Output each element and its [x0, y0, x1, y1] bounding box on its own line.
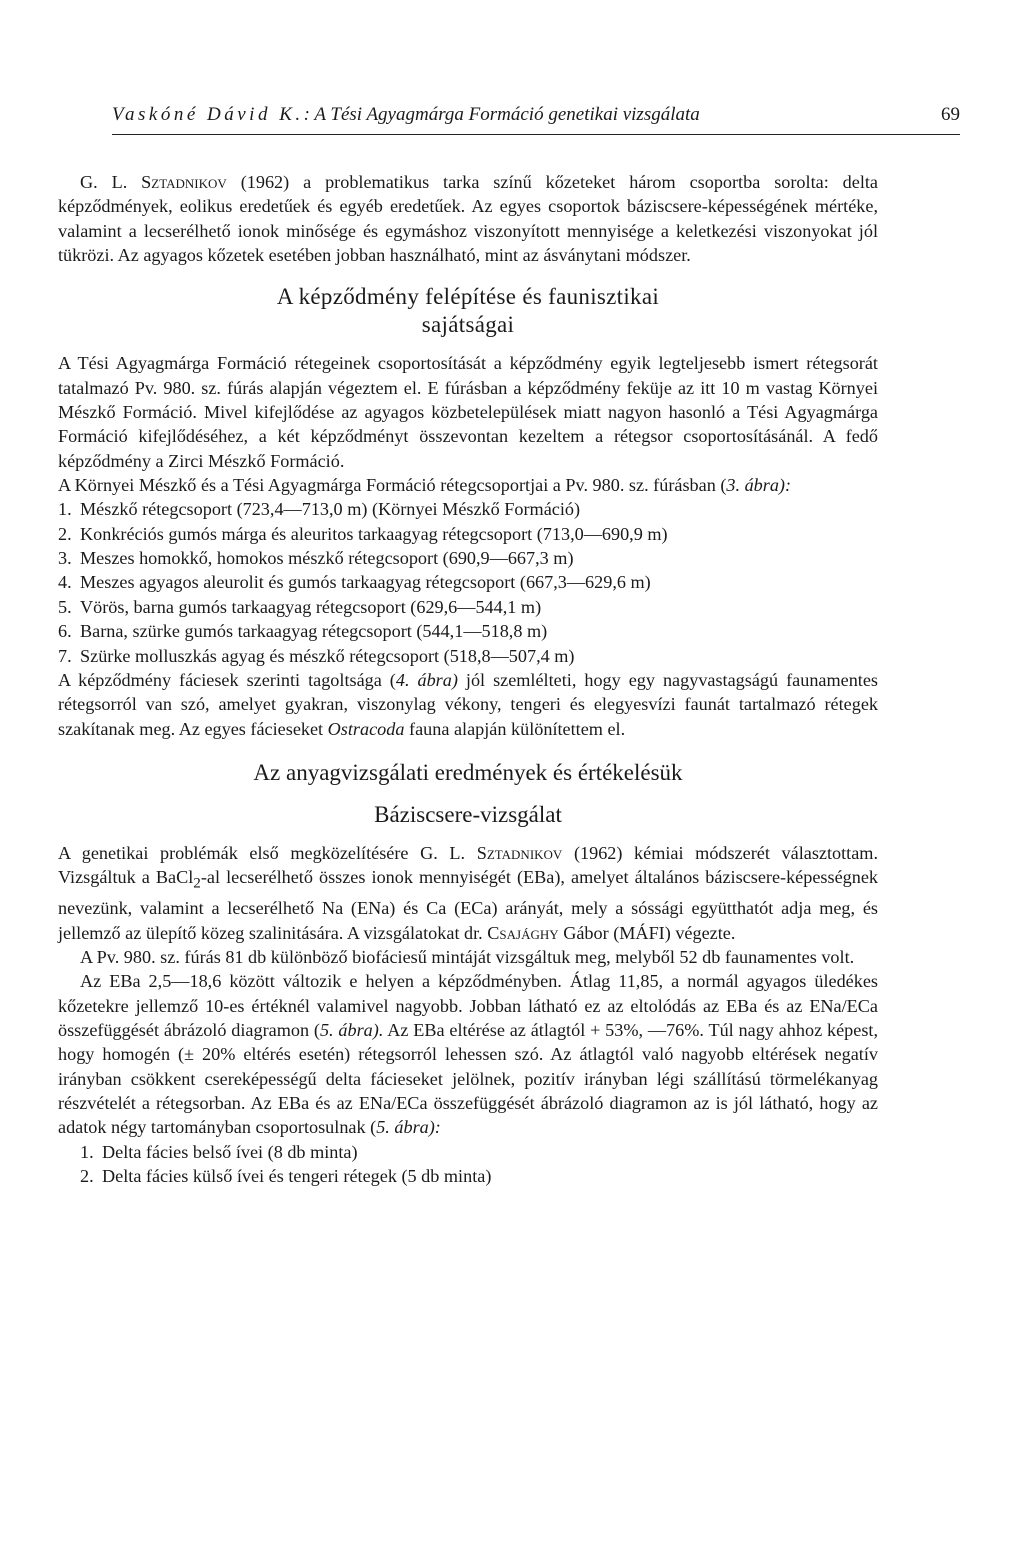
- list-item-text: Mészkő rétegcsoport (723,4—713,0 m) (Környei Mészkő Formáció): [80, 499, 581, 520]
- list-item-number: 2.: [58, 523, 72, 544]
- running-header: [112, 102, 960, 135]
- list-item-text: Delta fácies belső ívei (8 db minta): [102, 1141, 358, 1162]
- p4-figure-ref: 4. ábra): [395, 669, 458, 690]
- p5-text-d: Gábor (MÁFI) végezte.: [558, 922, 736, 943]
- list-item: [58, 497, 878, 521]
- heading-1-line-1: A képződmény felépítése és faunisztikai: [276, 284, 660, 310]
- header-title: : A Tési Agyagmárga Formáció genetikai vizsgálata: [303, 104, 700, 125]
- p7-text-b: Az EBa eltérése az átlagtól + 53%, —76%. Túl nagy ahhoz képest, hogy homogén (± 20% eltérés esetén) rétegsorról lehessen szó. Az átlagtól való nagyobb eltérések negatív irányban csökkent csereképességű delta fácieseket jelölnek, pozitív irányban légi szállítású törmelékanyag részvételét a rétegsorban. Az EBa és az ENa/ECa összefüggését ábrázoló diagramon az is jól látható, hogy az adatok négy tartományban csoportosulnak (: [58, 1019, 878, 1138]
- list-item: [58, 644, 878, 668]
- paragraph-7: [58, 969, 878, 1139]
- p1-text-a: G. L.: [80, 172, 142, 192]
- list-item: [58, 619, 878, 643]
- paragraph-6: A Pv. 980. sz. fúrás 81 db különböző biofáciesű mintáját vizsgáltuk meg, melyből 52 db faunamentes volt.: [80, 946, 855, 967]
- list-item-text: Meszes agyagos aleurolit és gumós tarkaagyag rétegcsoport (667,3—629,6 m): [80, 572, 651, 593]
- paragraph-1: [58, 170, 878, 267]
- facies-list: [58, 1140, 878, 1189]
- list-item-text: Delta fácies külső ívei és tengeri rétegek (5 db minta): [102, 1165, 492, 1186]
- list-item: [58, 570, 878, 594]
- p4-taxon: Ostracoda: [327, 718, 405, 739]
- list-item-number: 1.: [80, 1141, 94, 1162]
- p3-text-a: A Környei Mészkő és a Tési Agyagmárga Formáció rétegcsoportjai a Pv. 980. sz. fúrásban (: [58, 475, 727, 496]
- list-item: [58, 546, 878, 570]
- list-item-text: Konkréciós gumós márga és aleuritos tarkaagyag rétegcsoport (713,0—690,9 m): [80, 523, 668, 544]
- strata-list: [58, 497, 878, 667]
- article-body: [58, 170, 878, 1188]
- list-item-number: 2.: [80, 1165, 94, 1186]
- p3-figure-ref: 3. ábra):: [726, 475, 792, 496]
- paragraph-2: A Tési Agyagmárga Formáció rétegeinek csoportosítását a képződmény egyik legteljesebb ismert rétegsorát tatalmazó Pv. 980. sz. fúrás alapján végeztem el. E fúrásban a képződmény feküje az itt 10 m vastag Környei Mészkő Formáció. Mivel kifejlődése az agyagos közbetelepülések miatt nagyon hasonló a Tési Agyagmárga Formáció kifejlődéséhez, a két képződményt összevontan kezeltem a rétegsor csoportosításánál. A fedő képződmény a Zirci Mészkő Formáció.: [58, 353, 878, 471]
- list-item: [58, 522, 878, 546]
- p5-text-a: A genetikai problémák első megközelítésére G. L.: [58, 842, 477, 863]
- list-item-number: 4.: [58, 572, 72, 593]
- list-item: [80, 1164, 878, 1188]
- paragraph-4: [58, 668, 878, 741]
- list-item-number: 7.: [58, 645, 72, 666]
- list-item-number: 3.: [58, 548, 72, 569]
- list-item-text: Vörös, barna gumós tarkaagyag rétegcsoport (629,6—544,1 m): [80, 596, 542, 617]
- list-item-number: 5.: [58, 596, 72, 617]
- header-author: Vaskóné Dávid K.: [112, 104, 304, 125]
- p5-person-name: Csajághy: [487, 922, 559, 943]
- p5-text-b: (1962) kémiai módszerét választottam. Vizsgáltuk a BaCl: [58, 842, 878, 888]
- subsection-heading: Báziscsere-vizsgálat: [374, 801, 562, 827]
- p4-text-b: jól szemlélteti, hogy egy nagyvastagságú faunamentes rétegsorról van szó, amelyet gyakran, viszonylag vékony, tengeri és elegyesvízi faunát tartalmazó rétegek szakítanak meg. Az egyes fácieseket: [58, 669, 879, 739]
- list-item-number: 6.: [58, 621, 72, 642]
- list-item-number: 1.: [58, 499, 72, 520]
- p7-figure-ref-2: 5. ábra):: [376, 1117, 441, 1138]
- p5-author-name: Sztadnikov: [476, 842, 563, 863]
- list-item-text: Meszes homokkő, homokos mészkő rétegcsoport (690,9—667,3 m): [80, 548, 574, 569]
- p7-text-a: Az EBa 2,5—18,6 között változik e helyen a képződményben. Átlag 11,85, a normál agyagos üledékes kőzetekre jellemző 10-es értéknél valamivel nagyobb. Jobban látható ez az eltolódás az EBa és az ENa/ECa összefüggését ábrázoló diagramon (: [58, 971, 878, 1040]
- paragraph-3: [58, 473, 878, 497]
- list-item: [80, 1140, 878, 1164]
- header-left: [112, 102, 700, 128]
- p1-author-name: Sztadnikov: [141, 172, 227, 192]
- p7-figure-ref-1: 5. ábra).: [319, 1019, 384, 1040]
- p5-subscript: 2: [193, 874, 201, 892]
- list-item-text: Szürke molluszkás agyag és mészkő rétegcsoport (518,8—507,4 m): [80, 645, 575, 666]
- p5-text-c: -al lecserélhető összes ionok mennyiségét (EBa), amelyet általános báziscsere-képességnek nevezünk, valamint a lecserélhető Na (ENa) és Ca (ECa) arányát, mely a sóssági együtthatót adja meg, és jellemző az ülepítő közeg szalinitására. A vizsgálatokat dr.: [58, 867, 878, 943]
- heading-1-line-2: sajátságai: [421, 312, 515, 338]
- p1-text-b: (1962) a problematikus tarka színű kőzeteket három csoportba sorolta: delta képződmények, eolikus eredetűek és egyéb eredetűek. Az egyes csoportok báziscsere-képességének mértéke, valamint a lecserélhető ionok minősége és egymáshoz viszonyított mennyisége a keletkezési viszonyokat jól tükrözi. Az agyagos kőzetek esetében jobban használható, mint az ásványtani módszer.: [58, 172, 878, 266]
- p4-text-a: A képződmény fáciesek szerinti tagoltsága (: [58, 669, 396, 690]
- section-heading-2: Az anyagvizsgálati eredmények és értékelésük: [253, 759, 683, 785]
- p4-text-c: fauna alapján különítettem el.: [404, 718, 626, 739]
- section-heading-1: [58, 283, 878, 339]
- page-number: 69: [941, 104, 960, 125]
- paragraph-5: [58, 841, 878, 945]
- list-item-text: Barna, szürke gumós tarkaagyag rétegcsoport (544,1—518,8 m): [80, 621, 548, 642]
- list-item: [58, 595, 878, 619]
